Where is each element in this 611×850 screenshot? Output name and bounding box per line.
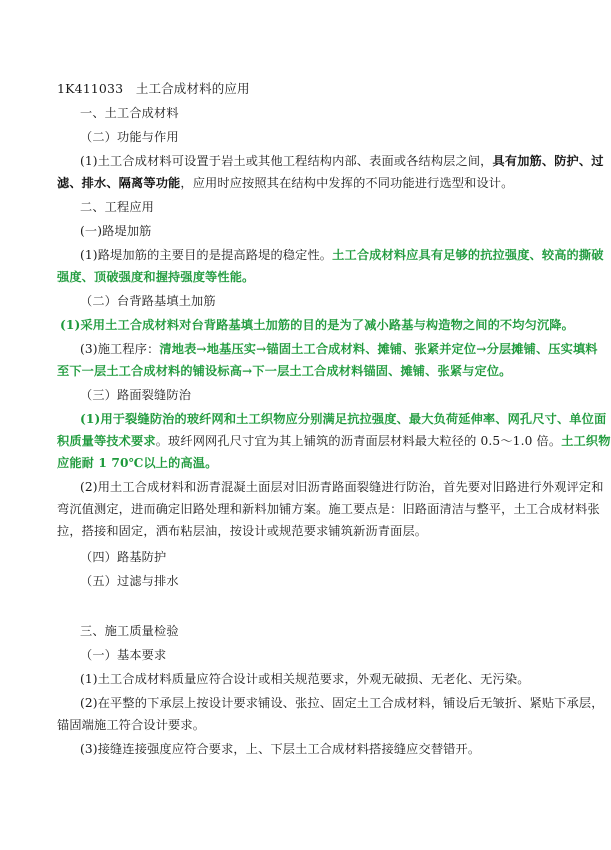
- subheading-basic: （一）基本要求: [80, 648, 167, 662]
- green-run: 清地表→地基压实→锚固土工合成材料、摊铺、张紧并定位→分层摊铺、压实填料: [159, 342, 598, 356]
- green-run: 积质量等技术要求: [57, 434, 156, 448]
- text-run: 。玻纤网网孔尺寸宜为其上铺筑的沥青面层材料最大粒径的 0.5～1.0 倍。: [155, 434, 562, 448]
- para-crack1-line3: 应能耐 1 70℃以上的高温。: [57, 456, 218, 470]
- para-functions-line1: [80, 152, 604, 170]
- heading-part3: 三、施工质量检验: [80, 624, 179, 638]
- text-run: ，应用时应按照其在结构中发挥的不同功能进行选型和设计。: [180, 176, 514, 190]
- subheading-embankment: (一)路堤加筋: [80, 224, 152, 238]
- para-abutment-1: (1)采用土工合成材料对台背路基填土加筋的目的是为了减小路基与构造物之间的不均匀沉降。: [60, 318, 574, 332]
- text-run: (3)施工程序：: [80, 342, 160, 356]
- section-header: 1K411033 土工合成材料的应用: [57, 81, 250, 96]
- para-embankment-line1: [80, 246, 604, 264]
- subheading-abutment: （二）台背路基填土加筋: [80, 294, 216, 308]
- para-crack2-line2: 弯沉值测定，进而确定旧路处理和新料加铺方案。施工要点是：旧路面清洁与整平，土工合成材料张: [57, 502, 600, 516]
- para-basic-3: (3)接缝连接强度应符合要求，上、下层土工合成材料搭接缝应交替错开。: [80, 742, 481, 756]
- bold-run: 具有加筋、防护、过: [492, 154, 604, 168]
- text-run: (1)土工合成材料可设置于岩土或其他工程结构内部、表面或各结构层之间，: [80, 154, 493, 168]
- para-functions-line2: [57, 174, 514, 192]
- text-run: (1)路堤加筋的主要目的是提高路堤的稳定性。: [80, 248, 333, 262]
- heading-part2: 二、工程应用: [80, 200, 155, 214]
- subheading-protection: （四）路基防护: [80, 550, 167, 564]
- para-embankment-line2: 强度、顶破强度和握持强度等性能。: [57, 270, 255, 284]
- green-run: 土工织物: [561, 434, 611, 448]
- heading-part1: 一、土工合成材料: [80, 106, 179, 120]
- para-basic-2-line2: 锚固端施工符合设计要求。: [57, 718, 206, 732]
- para-crack2-line3: 拉，搭接和固定，洒布粘层油，按设计或规范要求铺筑新沥青面层。: [57, 524, 428, 538]
- bold-run: 滤、排水、隔离等功能: [57, 176, 181, 190]
- para-crack1-line1: (1)用于裂缝防治的玻纤网和土工织物应分别满足抗拉强度、最大负荷延伸率、网孔尺寸、单位面: [80, 412, 607, 426]
- green-run: 土工合成材料应具有足够的抗拉强度、较高的撕破: [332, 248, 604, 262]
- para-procedure-line1: [80, 340, 598, 358]
- para-procedure-line2: 至下一层土工合成材料的铺设标高→下一层土工合成材料锚固、摊铺、张紧与定位。: [57, 364, 512, 378]
- subheading-filtration: （五）过滤与排水: [80, 574, 179, 588]
- subheading-crack: （三）路面裂缝防治: [80, 388, 192, 402]
- subheading-functions: （二）功能与作用: [80, 130, 179, 144]
- para-basic-2-line1: (2)在平整的下承层上按设计要求铺设、张拉、固定土工合成材料，铺设后无皱折、紧贴下承层，: [80, 696, 604, 710]
- para-basic-1: (1)土工合成材料质量应符合设计或相关规范要求，外观无破损、无老化、无污染。: [80, 672, 530, 686]
- para-crack1-line2: [57, 432, 611, 450]
- para-crack2-line1: (2)用土工合成材料和沥青混凝土面层对旧沥青路面裂缝进行防治，首先要对旧路进行外观评定和: [80, 480, 604, 494]
